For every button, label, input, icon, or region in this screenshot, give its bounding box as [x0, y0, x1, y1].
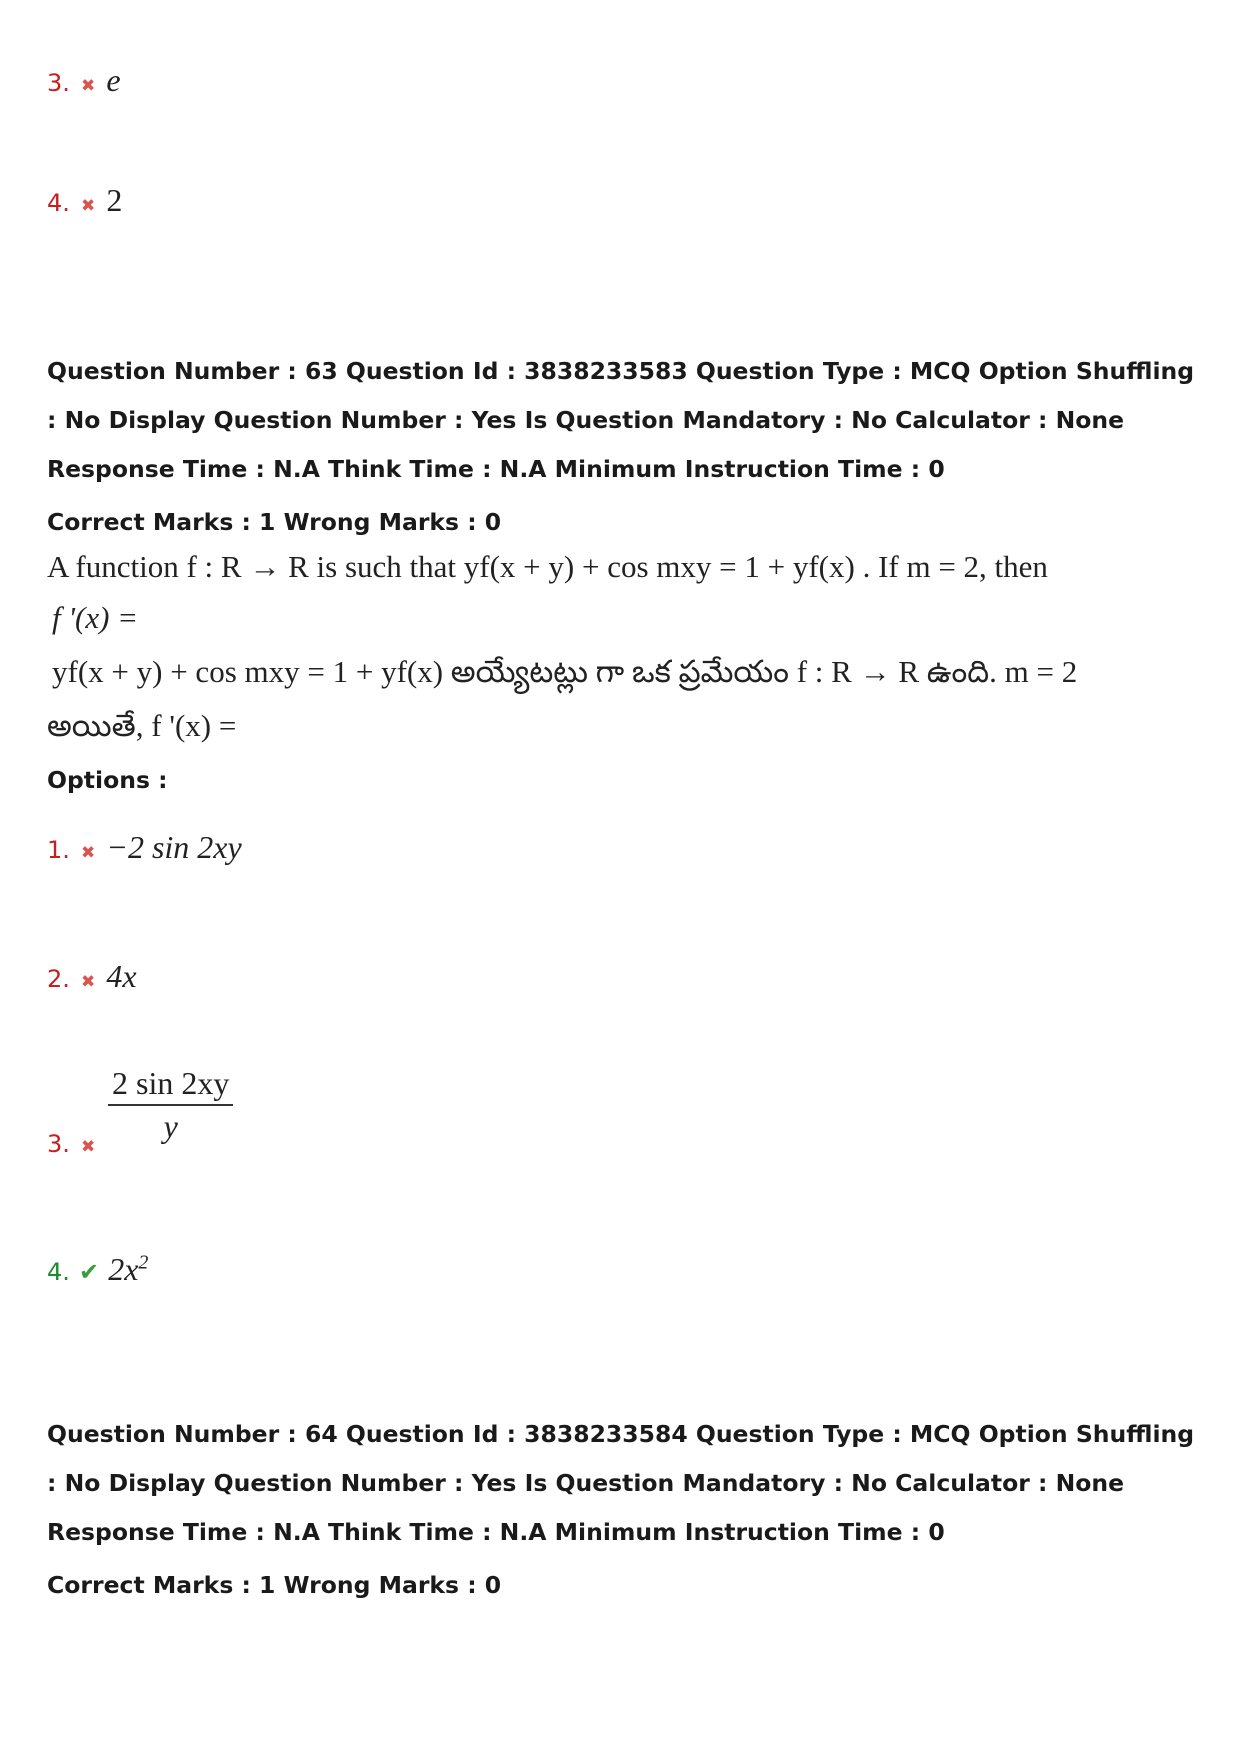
option-exponent: 2: [138, 1251, 149, 1274]
prev-option-3: [47, 62, 121, 99]
option-number: 4.: [47, 1258, 70, 1286]
option-value: [108, 1251, 148, 1287]
options-label: Options :: [47, 766, 168, 794]
cross-icon: ✖: [81, 972, 96, 992]
option-number: 3.: [47, 1130, 70, 1158]
question-63-text-te-2: అయితే, f '(x) =: [47, 708, 237, 743]
cross-icon: ✖: [81, 843, 96, 863]
fraction-numerator: 2 sin 2xy: [108, 1065, 233, 1106]
question-63-marks: Correct Marks : 1 Wrong Marks : 0: [47, 508, 502, 536]
option-number: 4.: [47, 189, 70, 217]
option-value: −2 sin 2xy: [106, 829, 242, 865]
question-63-text-en-2: f '(x) =: [52, 600, 139, 635]
cross-icon: ✖: [81, 196, 96, 216]
option-1: [47, 829, 242, 866]
option-3-marker: [47, 1130, 95, 1158]
option-number: 2.: [47, 965, 70, 993]
fraction-denominator: y: [163, 1108, 178, 1144]
question-64-marks: Correct Marks : 1 Wrong Marks : 0: [47, 1571, 502, 1599]
question-63-text-en-1: A function f : R → R is such that yf(x + y) + cos mxy = 1 + yf(x) . If m = 2, then: [47, 549, 1048, 584]
option-number: 3.: [47, 69, 70, 97]
question-63-text-te-1: yf(x + y) + cos mxy = 1 + yf(x) అయ్యేటట్లు గా ఒక ప్రమేయం f : R → R ఉంది. m = 2: [52, 654, 1078, 689]
option-3-fraction: [108, 1065, 233, 1145]
option-2: [47, 958, 137, 995]
cross-icon: ✖: [81, 1137, 96, 1157]
option-4: [47, 1251, 148, 1288]
cross-icon: ✖: [81, 76, 96, 96]
option-number: 1.: [47, 836, 70, 864]
option-base: 2x: [108, 1251, 139, 1287]
check-icon: ✔: [79, 1258, 100, 1286]
question-63-meta: Question Number : 63 Question Id : 3838233583 Question Type : MCQ Option Shuffling : No Display Question Number : Yes Is Question Mandatory : No Calculator : None Response Time : N.A Think Time : N.A Minimum Instruction Time : 0: [47, 357, 1195, 483]
option-value: 4x: [106, 958, 137, 994]
option-value: 2: [106, 182, 123, 218]
option-value: e: [106, 62, 121, 98]
question-64-meta: Question Number : 64 Question Id : 3838233584 Question Type : MCQ Option Shuffling : No Display Question Number : Yes Is Question Mandatory : No Calculator : None Response Time : N.A Think Time : N.A Minimum Instruction Time : 0: [47, 1420, 1195, 1546]
prev-option-4: [47, 182, 122, 219]
